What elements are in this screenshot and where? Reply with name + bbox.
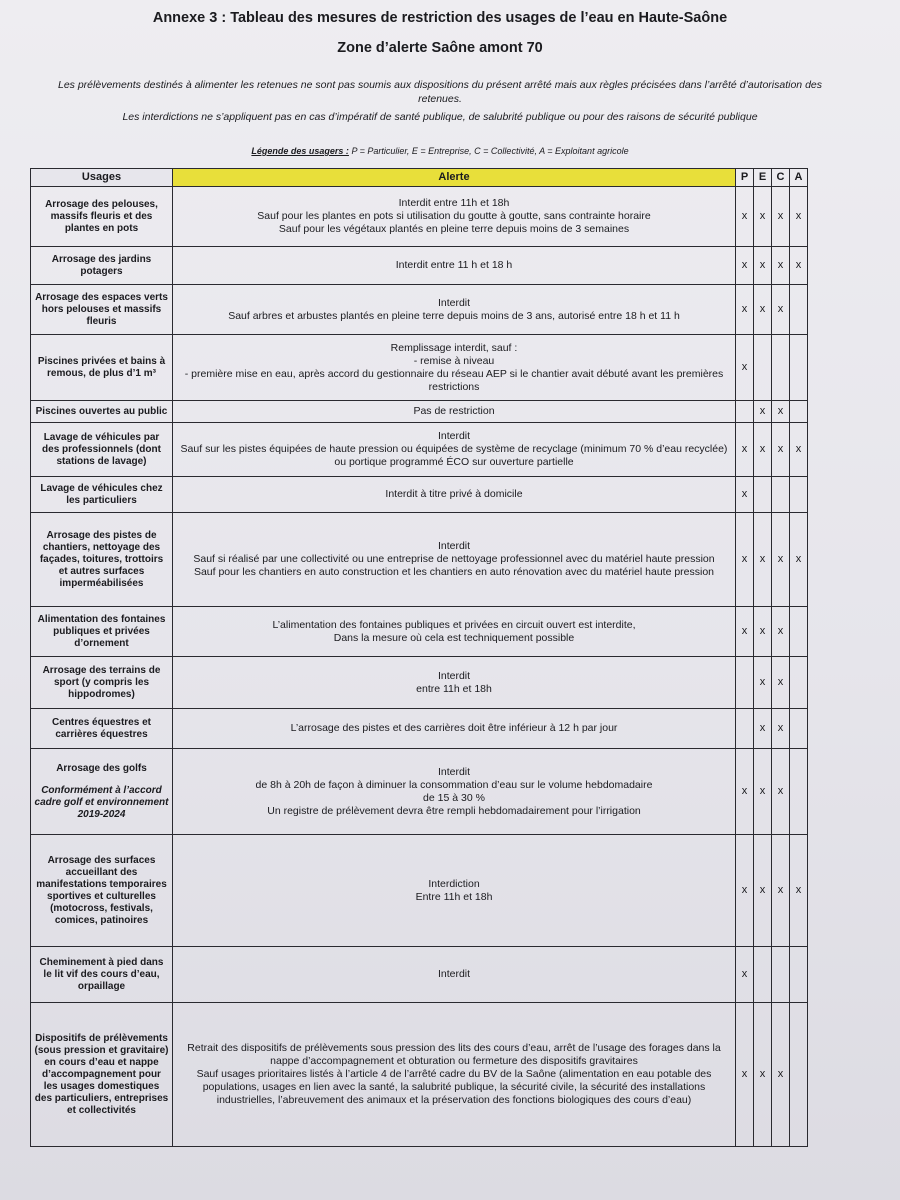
collectivite-mark: x	[772, 401, 790, 423]
particulier-mark: x	[736, 285, 754, 335]
entreprise-mark	[754, 335, 772, 401]
particulier-mark: x	[736, 1003, 754, 1147]
alerte-cell	[173, 1003, 736, 1147]
collectivite-mark: x	[772, 657, 790, 709]
entreprise-mark	[754, 947, 772, 1003]
usage-label: Arrosage des surfaces accueillant des manifestations temporaires sportives et culturelles (motocross, festivals, comices, patinoires	[36, 854, 167, 926]
collectivite-header: C	[772, 169, 790, 187]
collectivite-mark	[772, 947, 790, 1003]
entreprise-mark: x	[754, 187, 772, 247]
alerte-line: Interdit	[437, 430, 471, 442]
usage-cell	[31, 607, 173, 657]
particulier-mark: x	[736, 835, 754, 947]
table-row	[31, 285, 808, 335]
particulier-mark	[736, 709, 754, 749]
table-row	[31, 947, 808, 1003]
alerte-line: Interdit	[437, 296, 471, 309]
usage-cell	[31, 423, 173, 477]
entreprise-header: E	[754, 169, 772, 187]
particulier-mark	[736, 657, 754, 709]
usage-cell	[31, 1003, 173, 1147]
exploitant-agricole-mark	[790, 749, 808, 835]
particulier-mark	[736, 401, 754, 423]
table-row	[31, 749, 808, 835]
entreprise-mark: x	[754, 423, 772, 477]
alerte-cell	[173, 657, 736, 709]
entreprise-mark: x	[754, 401, 772, 423]
exploitant-agricole-mark	[790, 947, 808, 1003]
particulier-mark: x	[736, 947, 754, 1003]
particulier-mark: x	[736, 423, 754, 477]
alerte-cell	[173, 607, 736, 657]
table-row	[31, 477, 808, 513]
particulier-mark: x	[736, 477, 754, 513]
table-row	[31, 709, 808, 749]
alerte-line: Interdit	[437, 968, 471, 980]
alerte-cell	[173, 513, 736, 607]
exploitant-agricole-mark: x	[790, 835, 808, 947]
zone-subtitle: Zone d’alerte Saône amont 70	[337, 40, 543, 56]
usage-cell	[31, 187, 173, 247]
alerte-line: de 15 à 30 %	[423, 791, 485, 804]
alerte-cell	[173, 247, 736, 285]
alerte-line: Interdiction	[428, 877, 480, 890]
alerte-line: Retrait des dispositifs de prélèvements sous pression des lits des cours d’eau, arrêt de l’usage des forages dans la nappe d’accompagnement et obturation ou fermeture des dispositifs gravitaires	[187, 1042, 721, 1067]
alerte-line: entre 11h et 18h	[416, 682, 492, 695]
entreprise-mark: x	[754, 657, 772, 709]
particulier-mark: x	[736, 187, 754, 247]
alerte-line: Sauf pour les chantiers en auto construction et les chantiers en auto rénovation avec du matériel haute pression	[193, 566, 715, 578]
document-title: Annexe 3 : Tableau des mesures de restriction des usages de l’eau en Haute-Saône	[152, 10, 728, 26]
exploitant-agricole-mark	[790, 709, 808, 749]
usage-cell	[31, 657, 173, 709]
usage-label: Cheminement à pied dans le lit vif des cours d’eau, orpaillage	[39, 956, 164, 992]
exploitant-agricole-mark	[790, 657, 808, 709]
collectivite-mark: x	[772, 709, 790, 749]
exploitant-agricole-mark: x	[790, 513, 808, 607]
usage-label: Piscines ouvertes au public	[35, 405, 168, 417]
usage-label: Arrosage des terrains de sport (y compris les hippodromes)	[42, 664, 161, 700]
entreprise-mark: x	[754, 749, 772, 835]
exploitant-agricole-mark	[790, 1003, 808, 1147]
table-row	[31, 247, 808, 285]
entreprise-mark: x	[754, 285, 772, 335]
entreprise-mark: x	[754, 513, 772, 607]
alerte-line: Sauf pour les plantes en pots si utilisation du goutte à goutte, sans contrainte horaire	[257, 210, 651, 222]
collectivite-mark	[772, 477, 790, 513]
alerte-cell	[173, 285, 736, 335]
legend-label: Légende des usagers :	[251, 146, 349, 156]
exploitant-agricole-header: A	[790, 169, 808, 187]
usage-label: Dispositifs de prélèvements (sous pression et gravitaire) en cours d’eau et nappe d’accompagnement pour les usages domestiques des particuliers, entreprises et collectivités	[34, 1032, 169, 1116]
usage-cell	[31, 477, 173, 513]
alerte-line: Interdit	[437, 540, 471, 552]
alerte-line: Sauf pour les végétaux plantés en pleine terre depuis moins de 3 semaines	[278, 223, 630, 235]
particulier-mark: x	[736, 749, 754, 835]
entreprise-mark: x	[754, 607, 772, 657]
usage-label: Lavage de véhicules chez les particuliers	[40, 482, 163, 506]
usage-cell	[31, 513, 173, 607]
table-row	[31, 335, 808, 401]
alerte-cell	[173, 187, 736, 247]
intro-retenues: Les prélèvements destinés à alimenter les retenues ne sont pas soumis aux dispositions du présent arrêté mais aux règles précisées dans l’arrêté d’autorisation des retenues.	[58, 79, 822, 105]
alerte-line: L’alimentation des fontaines publiques et privées en circuit ouvert est interdite,	[272, 618, 636, 631]
alerte-line: Sauf si réalisé par une collectivité ou une entreprise de nettoyage professionnel avec du matériel haute pression	[193, 553, 715, 565]
collectivite-mark: x	[772, 749, 790, 835]
usage-label: Arrosage des pelouses, massifs fleuris et des plantes en pots	[45, 198, 158, 234]
alerte-line: Interdit à titre privé à domicile	[385, 488, 523, 500]
alerte-line: - première mise en eau, après accord du gestionnaire du réseau AEP si le chantier avait débuté avant les premières restrictions	[184, 367, 724, 393]
entreprise-mark: x	[754, 709, 772, 749]
table-row	[31, 513, 808, 607]
collectivite-mark: x	[772, 835, 790, 947]
collectivite-mark: x	[772, 607, 790, 657]
collectivite-mark: x	[772, 187, 790, 247]
exploitant-agricole-mark: x	[790, 247, 808, 285]
collectivite-mark: x	[772, 1003, 790, 1147]
entreprise-mark: x	[754, 835, 772, 947]
usage-note: Conformément à l’accord cadre golf et environnement 2019-2024	[34, 784, 169, 820]
table-header-row	[31, 169, 808, 187]
entreprise-mark: x	[754, 247, 772, 285]
exploitant-agricole-mark	[790, 477, 808, 513]
exploitant-agricole-mark: x	[790, 187, 808, 247]
particulier-mark: x	[736, 607, 754, 657]
alerte-cell	[173, 401, 736, 423]
alerte-line: Interdit	[437, 669, 471, 682]
restrictions-table	[30, 168, 808, 1147]
table-row	[31, 401, 808, 423]
table-row	[31, 187, 808, 247]
usage-label: Arrosage des espaces verts hors pelouses et massifs fleuris	[35, 291, 168, 327]
particulier-mark: x	[736, 335, 754, 401]
usage-cell	[31, 709, 173, 749]
particulier-mark: x	[736, 247, 754, 285]
usage-label: Lavage de véhicules par des professionnels (dont stations de lavage)	[42, 431, 161, 467]
alerte-cell	[173, 709, 736, 749]
alerte-line: L’arrosage des pistes et des carrières doit être inférieur à 12 h par jour	[290, 722, 618, 734]
alerte-line: Remplissage interdit, sauf :	[390, 341, 518, 354]
usage-label: Arrosage des pistes de chantiers, nettoyage des façades, toitures, trottoirs et autres surfaces imperméabilisées	[39, 529, 164, 589]
usage-label: Alimentation des fontaines publiques et privées d’ornement	[37, 613, 166, 649]
collectivite-mark: x	[772, 285, 790, 335]
usage-cell	[31, 947, 173, 1003]
alerte-cell	[173, 335, 736, 401]
exploitant-agricole-mark	[790, 335, 808, 401]
alerte-line: Pas de restriction	[413, 405, 495, 417]
alerte-line: Entre 11h et 18h	[415, 890, 493, 903]
table-row	[31, 657, 808, 709]
intro-exceptions: Les interdictions ne s’appliquent pas en cas d’impératif de santé publique, de salubrité publique ou pour des raisons de sécurité publique	[122, 111, 758, 123]
usage-cell	[31, 749, 173, 835]
usages-header: Usages	[31, 169, 173, 187]
entreprise-mark: x	[754, 1003, 772, 1147]
table-row	[31, 423, 808, 477]
exploitant-agricole-mark	[790, 285, 808, 335]
collectivite-mark: x	[772, 423, 790, 477]
usage-label: Arrosage des jardins potagers	[51, 253, 152, 277]
usage-cell	[31, 335, 173, 401]
usage-cell	[31, 285, 173, 335]
alerte-cell	[173, 749, 736, 835]
usage-cell	[31, 247, 173, 285]
table-row	[31, 607, 808, 657]
usage-cell	[31, 835, 173, 947]
users-legend	[140, 146, 740, 156]
alerte-header: Alerte	[173, 169, 736, 187]
alerte-line: Sauf usages prioritaires listés à l’article 4 de l’arrêté cadre du BV de la Saône (alimentation en eau potable des populations, usages en lien avec la santé, la salubrité publique, la sécurité civile, la sécurité des installations industrielles, l’abreuvement des animaux et la préservation des fonctions biologiques des cours d’eau)	[196, 1068, 712, 1106]
exploitant-agricole-mark	[790, 401, 808, 423]
alerte-line: Interdit	[437, 765, 471, 778]
exploitant-agricole-mark	[790, 607, 808, 657]
alerte-cell	[173, 835, 736, 947]
legend-text: P = Particulier, E = Entreprise, C = Collectivité, A = Exploitant agricole	[351, 146, 629, 156]
collectivite-mark	[772, 335, 790, 401]
alerte-line: de 8h à 20h de façon à diminuer la consommation d’eau sur le volume hebdomadaire	[255, 778, 653, 791]
collectivite-mark: x	[772, 247, 790, 285]
table-row	[31, 835, 808, 947]
collectivite-mark: x	[772, 513, 790, 607]
usage-label: Arrosage des golfs	[56, 762, 147, 774]
usage-label: Piscines privées et bains à remous, de plus d’1 m³	[37, 355, 166, 379]
alerte-cell	[173, 947, 736, 1003]
particulier-mark: x	[736, 513, 754, 607]
alerte-cell	[173, 423, 736, 477]
table-row	[31, 1003, 808, 1147]
alerte-line: Un registre de prélèvement devra être rempli hebdomadairement pour l’irrigation	[267, 804, 641, 817]
entreprise-mark	[754, 477, 772, 513]
alerte-line: Interdit entre 11h et 18h	[398, 197, 510, 209]
alerte-line: - remise à niveau	[413, 354, 495, 367]
usage-cell	[31, 401, 173, 423]
alerte-line: Interdit entre 11 h et 18 h	[395, 259, 513, 271]
alerte-line: Sauf arbres et arbustes plantés en pleine terre depuis moins de 3 ans, autorisé entre 18 h et 11 h	[228, 309, 680, 322]
particulier-header: P	[736, 169, 754, 187]
usage-label: Centres équestres et carrières équestres	[52, 716, 151, 740]
alerte-line: Sauf sur les pistes équipées de haute pression ou équipées de système de recyclage (minimum 70 % d’eau recyclée) ou portique programmé ÉCO sur ouverture partielle	[180, 443, 728, 468]
alerte-line: Dans la mesure où cela est techniquement possible	[333, 631, 575, 644]
exploitant-agricole-mark: x	[790, 423, 808, 477]
table-body	[31, 187, 808, 1147]
alerte-cell	[173, 477, 736, 513]
